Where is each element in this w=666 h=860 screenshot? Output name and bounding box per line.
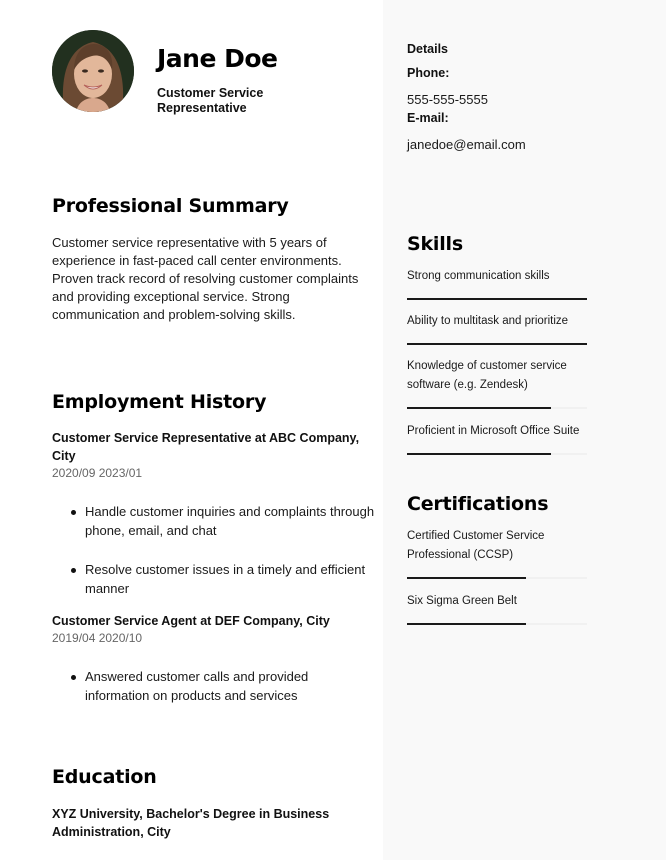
details-heading: Details — [407, 42, 448, 56]
certifications-heading: Certifications — [407, 493, 549, 515]
certification-item — [407, 592, 587, 625]
phone-value: 555-555-5555 — [407, 92, 488, 107]
email-value: janedoe@email.com — [407, 137, 526, 152]
candidate-job-title: Customer Service Representative — [157, 86, 264, 115]
skill-level-fill — [407, 298, 587, 300]
job-entry — [52, 612, 375, 705]
skill-level-bar — [407, 407, 587, 409]
summary-heading: Professional Summary — [52, 195, 289, 217]
job-dates: 2019/04 2020/10 — [52, 631, 143, 645]
job-bullet: Handle customer inquiries and complaints through phone, email, and chat — [85, 504, 375, 538]
job-title: Customer Service Representative at ABC Company, City — [52, 431, 360, 463]
skill-level-bar — [407, 453, 587, 455]
job-title: Customer Service Agent at DEF Company, City — [52, 614, 330, 628]
certification-label: Certified Customer Service Professional (CCSP) — [407, 530, 545, 561]
certification-level-fill — [407, 623, 526, 625]
skill-level-bar — [407, 343, 587, 345]
certification-level-fill — [407, 577, 526, 579]
job-bullets — [52, 502, 375, 598]
skill-item — [407, 267, 587, 300]
skill-label: Strong communication skills — [407, 270, 550, 282]
education-entry: XYZ University, Bachelor's Degree in Business Administration, City — [52, 807, 330, 839]
job-entry — [52, 429, 375, 598]
certification-level-bar — [407, 577, 587, 579]
education-heading: Education — [52, 766, 157, 788]
skill-item — [407, 422, 587, 455]
certification-item — [407, 527, 587, 579]
summary-text: Customer service representative with 5 years of experience in fast-paced call center environments. Proven track record of resolving customer complaints and providing exceptional service. Strong communication and problem-solving skills. — [52, 235, 359, 322]
skill-level-bar — [407, 298, 587, 300]
email-label: E-mail: — [407, 111, 449, 125]
employment-heading: Employment History — [52, 391, 267, 413]
portrait-icon — [52, 30, 134, 112]
job-bullets — [52, 667, 375, 705]
job-bullet: Resolve customer issues in a timely and efficient manner — [85, 560, 375, 598]
certification-level-bar — [407, 623, 587, 625]
avatar-photo — [52, 30, 134, 112]
skill-label: Proficient in Microsoft Office Suite — [407, 425, 580, 437]
skill-item — [407, 312, 587, 345]
certification-label: Six Sigma Green Belt — [407, 595, 517, 607]
candidate-name: Jane Doe — [157, 44, 278, 73]
skill-level-fill — [407, 343, 587, 345]
skill-item — [407, 357, 587, 409]
job-bullet: Answered customer calls and provided information on products and services — [85, 667, 375, 705]
job-dates: 2020/09 2023/01 — [52, 466, 143, 480]
phone-label: Phone: — [407, 66, 450, 80]
skill-level-fill — [407, 453, 551, 455]
skills-heading: Skills — [407, 233, 463, 255]
skill-label: Knowledge of customer service software (e.g. Zendesk) — [407, 360, 567, 391]
skill-level-fill — [407, 407, 551, 409]
skill-label: Ability to multitask and prioritize — [407, 315, 569, 327]
